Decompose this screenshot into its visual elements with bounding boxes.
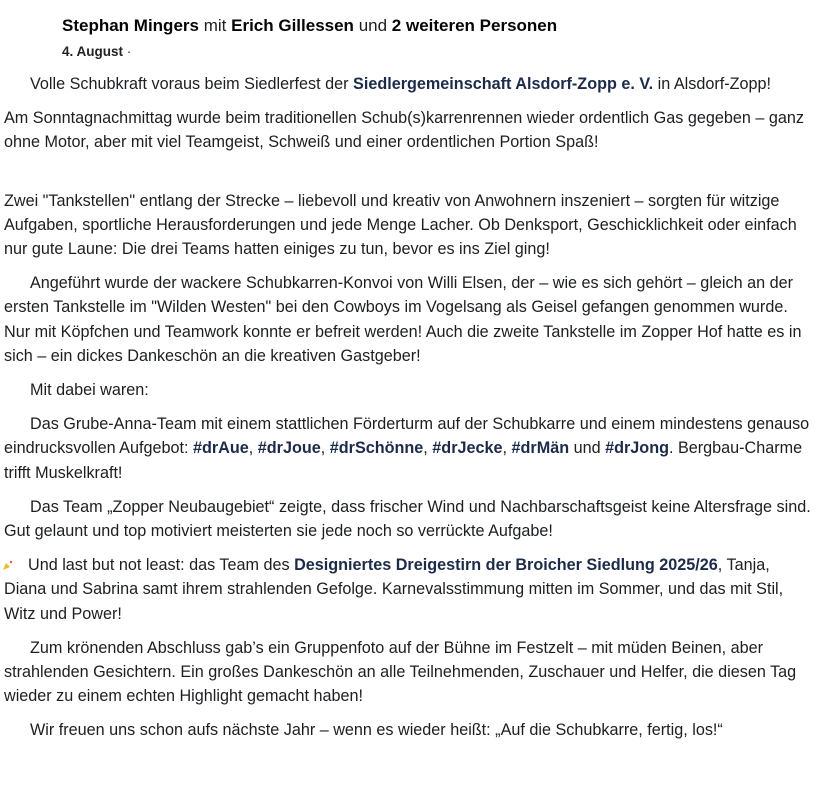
paragraph-1 (4, 72, 814, 96)
hashtag-drschoenne[interactable]: #drSchönne (329, 439, 424, 458)
paragraph-5: Mit dabei waren: (30, 381, 149, 400)
party-icon (2, 559, 14, 571)
hashtag-drjong[interactable]: #drJong (605, 439, 669, 458)
paragraph-gap (4, 165, 814, 189)
paragraph-7: Das Team „Zopper Neubaugebiet“ zeigte, dass frischer Wind und Nachbarschaftsgeist keine Altersfrage sind. Gut gelaunt und top motiviert meisterten sie jede noch so verrückte Aufgabe! (4, 497, 811, 541)
paragraph-8 (4, 553, 814, 626)
p6-and: und (573, 439, 601, 458)
p8-post: , Tanja, Diana und Sabrina samt ihrem strahlenden Gefolge. Karnevalsstimmung mitten im Sommer, und das mit Stil, Witz und Power! (4, 556, 784, 623)
p6-post: . Bergbau-Charme trifft Muskelkraft! (4, 439, 803, 482)
p1-post: in Alsdorf-Zopp! (657, 75, 772, 93)
paragraph-6: Das Grube-Anna-Team mit einem stattlichen Förderturm auf der Schubkarre und einem mindestens genauso eindrucksvollen Aufgebot: #drAue, #drJoue, #drSchönne, #drJecke, #drMän und #drJong. Bergbau-Charme trifft Muskelkraft! (4, 415, 810, 482)
author-line (62, 14, 557, 38)
post-body (4, 72, 814, 753)
hashtag-drjoue[interactable]: #drJoue (257, 439, 321, 458)
and-word: und (358, 16, 388, 35)
post-date[interactable]: 4. August (62, 44, 124, 59)
hashtag-drmaen[interactable]: #drMän (511, 439, 570, 458)
paragraph-10: Wir freuen uns schon aufs nächste Jahr – wenn es wieder heißt: „Auf die Schubkarre, fertig, los!“ (30, 721, 723, 740)
others-link[interactable]: 2 weiteren Personen (391, 16, 558, 35)
hashtag-drjecke[interactable]: #drJecke (432, 439, 503, 458)
paragraph-4: Angeführt wurde der wackere Schubkarren-Konvoi von Willi Elsen, der – wie es sich gehört – gleich an der ersten Tankstelle im "Wilden Westen" bei den Cowboys im Vogelsang als Geisel gefangen genommen wurde. Nur mit Köpfchen und Teamwork konnte er befreit werden! Auch die zweite Tankstelle im Zopper Hof hatte es in sich – ein dickes Dankeschön an die kreativen Gastgeber! (4, 274, 802, 365)
paragraph-3: Zwei "Tankstellen" entlang der Strecke – liebevoll und kreativ von Anwohnern inszeniert – sorgten für witzige Aufgaben, sportliche Herausforderungen und jede Menge Lacher. Ob Denksport, Geschicklichkeit oder einfach nur gute Laune: Die drei Teams hatten einiges zu tun, bevor es ins Ziel ging! (4, 191, 797, 259)
paragraph-2: Am Sonntagnachmittag wurde beim traditionellen Schub(s)karrenrennen wieder ordentlich Gas gegeben – ganz ohne Motor, aber mit viel Teamgeist, Schweiß und einer ordentlichen Portion Spaß! (4, 109, 804, 152)
with-word: mit (203, 16, 227, 35)
meta-separator: · (126, 44, 132, 59)
p6-pre: Das Grube-Anna-Team mit einem stattlichen Förderturm auf der Schubkarre und einem mindestens genauso eindrucksvollen Aufgebot: (4, 415, 810, 458)
author-name[interactable]: Stephan Mingers (62, 16, 199, 35)
paragraph-9: Zum krönenden Abschluss gab’s ein Gruppenfoto auf der Bühne im Festzelt – mit müden Beinen, aber strahlenden Gesichtern. Ein großes Dankeschön an alle Teilnehmenden, Zuschauer und Helfer, die diesen Tag wieder zu einem echten Highlight gemacht haben! (4, 638, 797, 706)
p1-pre: Volle Schubkraft voraus beim Siedlerfest der (30, 75, 349, 93)
post-header (62, 14, 557, 62)
tagged-person[interactable]: Erich Gillessen (231, 16, 354, 35)
post-meta (62, 42, 557, 62)
hashtag-draue[interactable]: #drAue (192, 439, 249, 458)
page-link-dreigestirn[interactable]: Designiertes Dreigestirn der Broicher Siedlung 2025/26 (294, 556, 718, 575)
page-link-siedlergemeinschaft[interactable]: Siedlergemeinschaft Alsdorf-Zopp e. V. (353, 75, 654, 93)
p8-pre: Und last but not least: das Team des (28, 556, 290, 575)
